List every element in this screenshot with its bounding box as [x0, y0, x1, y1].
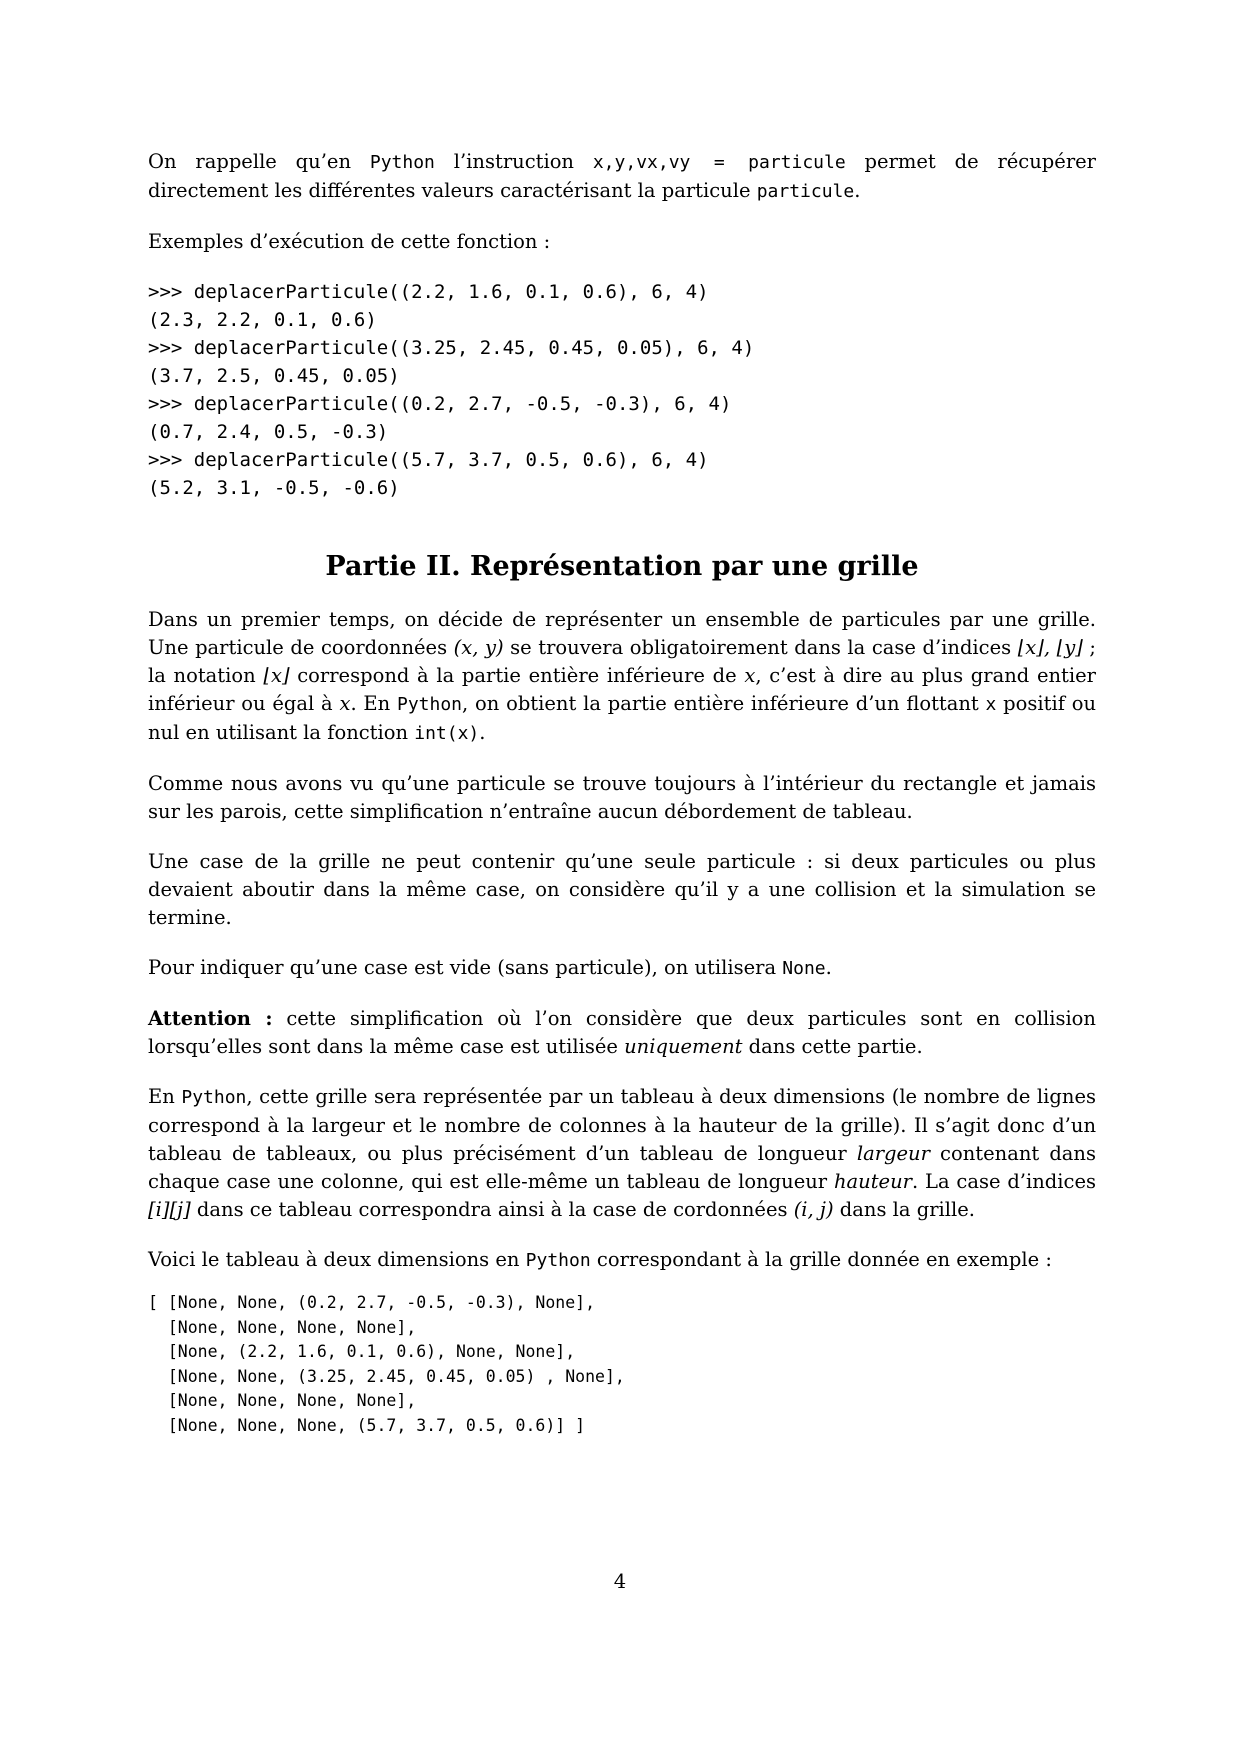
math-inline: (i, j)	[793, 1198, 834, 1221]
math-inline: hauteur	[833, 1170, 912, 1193]
examples-code-block	[148, 278, 1096, 502]
code-line: [ [None, None, (0.2, 2.7, -0.5, -0.3), None],	[148, 1293, 596, 1312]
math-inline: x	[339, 692, 351, 715]
warning-paragraph: Attention : cette simplification où l’on considère que deux particules sont en collision lorsqu’elles sont dans la même case est utilisée uniquement dans cette partie.	[148, 1007, 1096, 1058]
code-line: (3.7, 2.5, 0.45, 0.05)	[148, 365, 400, 387]
document-page	[148, 148, 1096, 1438]
inline-code: Python	[369, 152, 435, 173]
warning-label: Attention :	[148, 1007, 273, 1030]
code-line: >>> deplacerParticule((3.25, 2.45, 0.45, 0.05), 6, 4)	[148, 337, 755, 359]
math-inline: ⌊x⌋	[263, 664, 290, 687]
code-line: >>> deplacerParticule((5.7, 3.7, 0.5, 0.6), 6, 4)	[148, 449, 709, 471]
emphasis: uniquement	[624, 1035, 743, 1058]
inline-code: int(x)	[414, 723, 480, 744]
math-inline: [i][j]	[148, 1198, 191, 1221]
collision-paragraph: Une case de la grille ne peut contenir qu’une seule particule : si deux particules ou plus devaient aboutir dans la même case, on considère qu’il y a une collision et la simulation se termine.	[148, 850, 1096, 929]
grid-example-label: Voici le tableau à deux dimensions en Python correspondant à la grille donnée en exemple :	[148, 1248, 1052, 1271]
inline-code: particule	[756, 181, 855, 202]
boundary-paragraph: Comme nous avons vu qu’une particule se trouve toujours à l’intérieur du rectangle et jamais sur les parois, cette simplification n’entraîne aucun débordement de tableau.	[148, 772, 1096, 823]
code-line: [None, (2.2, 1.6, 0.1, 0.6), None, None],	[148, 1342, 576, 1361]
inline-code: Python	[181, 1087, 247, 1108]
code-line: (5.2, 3.1, -0.5, -0.6)	[148, 477, 400, 499]
empty-cell-paragraph: Pour indiquer qu’une case est vide (sans particule), on utilisera None.	[148, 956, 832, 979]
inline-code: x	[985, 694, 997, 715]
math-inline: x	[744, 664, 756, 687]
inline-code: Python	[525, 1250, 591, 1271]
math-inline: ⌊x⌋, ⌊y⌋	[1017, 636, 1083, 659]
code-line: [None, None, None, None],	[148, 1391, 417, 1410]
section-title: Partie II. Représentation par une grille	[325, 551, 919, 582]
math-inline: largeur	[856, 1142, 930, 1165]
examples-label: Exemples d’exécution de cette fonction :	[148, 230, 551, 253]
array-paragraph: En Python, cette grille sera représentée par un tableau à deux dimensions (le nombre de lignes correspond à la largeur et le nombre de colonnes à la hauteur de la grille). Il s’agit donc d’un tableau de tableaux, ou plus précisément d’un tableau de longueur largeur contenant dans chaque case une colonne, qui est elle-même un tableau de longueur hauteur. La case d’indices [i][j] dans ce tableau correspondra ainsi à la case de cordonnées (i, j) dans la grille.	[148, 1085, 1096, 1221]
page-number: 4	[613, 1570, 627, 1593]
code-line: [None, None, None, (5.7, 3.7, 0.5, 0.6)] ]	[148, 1415, 586, 1435]
intro-paragraph: On rappelle qu’en Python l’instruction x,y,vx,vy = particule permet de récupérer directement les différentes valeurs caractérisant la particule particule.	[148, 150, 1096, 202]
code-line: [None, None, None, None],	[148, 1317, 417, 1337]
code-line: [None, None, (3.25, 2.45, 0.45, 0.05) , None],	[148, 1366, 625, 1386]
code-line: >>> deplacerParticule((0.2, 2.7, -0.5, -0.3), 6, 4)	[148, 393, 732, 415]
code-line: (0.7, 2.4, 0.5, -0.3)	[148, 421, 389, 443]
inline-code: None	[782, 958, 826, 979]
code-line: >>> deplacerParticule((2.2, 1.6, 0.1, 0.6), 6, 4)	[148, 281, 709, 303]
code-line: (2.3, 2.2, 0.1, 0.6)	[148, 309, 377, 331]
inline-code: x,y,vx,vy = particule	[592, 152, 846, 173]
grid-code-block	[148, 1291, 1096, 1438]
grid-intro-paragraph: Dans un premier temps, on décide de représenter un ensemble de particules par une grille. Une particule de coordonnées (x, y) se trouvera obligatoirement dans la case d’indices ⌊x⌋, ⌊y⌋ ; la notation ⌊x⌋ correspond à la partie entière inférieure de x, c’est à dire au plus grand entier inférieur ou égal à x. En Python, on obtient la partie entière inférieure d’un flottant x positif ou nul en utilisant la fonction int(x).	[148, 608, 1096, 744]
inline-code: Python	[397, 694, 463, 715]
math-inline: (x, y)	[453, 636, 504, 659]
